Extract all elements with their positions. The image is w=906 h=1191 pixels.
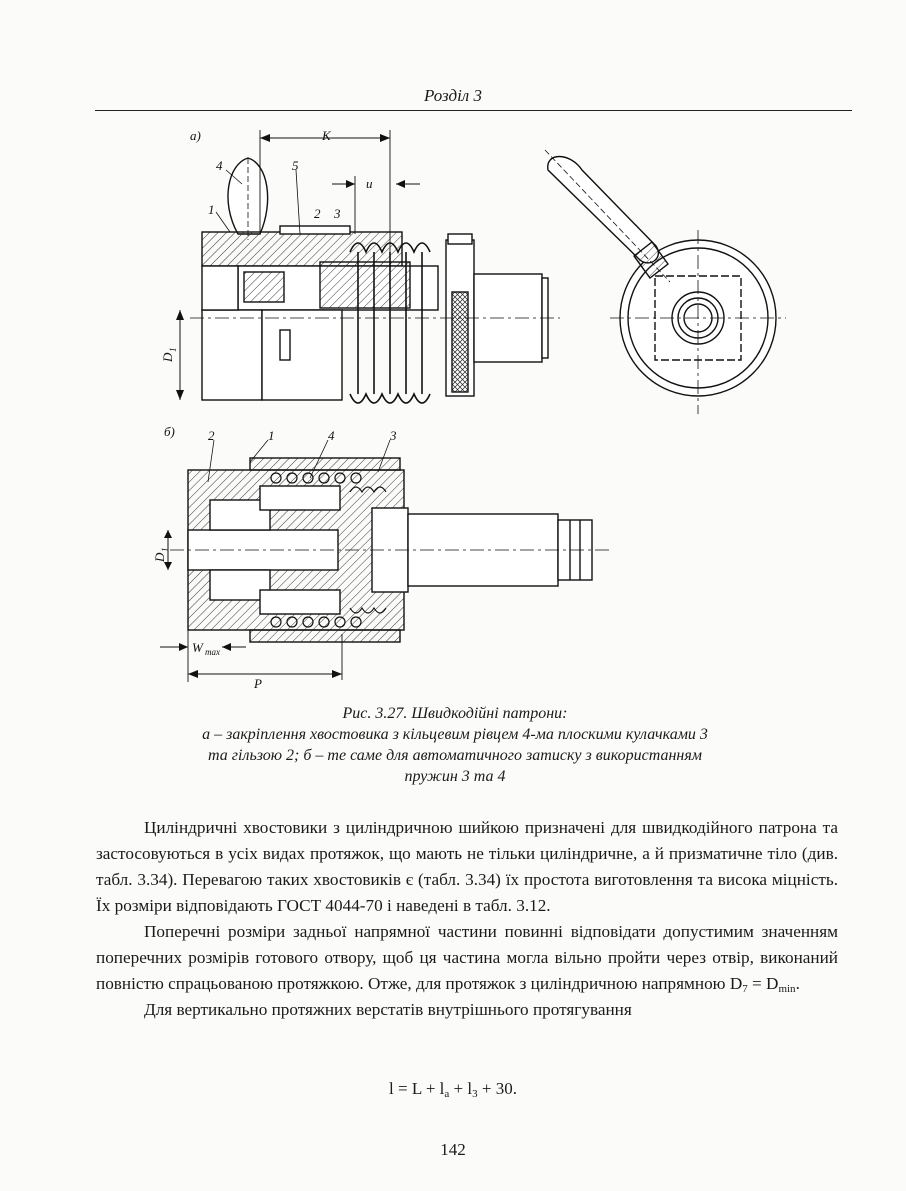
paragraph-2	[96, 919, 838, 997]
label-a-4: 4	[216, 158, 223, 173]
subscript-min: min	[778, 983, 796, 995]
label-dim-d1-b: D	[152, 552, 167, 562]
paragraph-1: Циліндричні хвостовики з циліндричною шийкою призначені для швидкодійного патрона та застосовуються в усіх видах протяжок, що мають не тільки циліндричне, а й призматичне тіло (див. табл. 3.34). Перевагою таких хвостовиків є (табл. 3.34) їх простота виготовлення та висока міцність. Їх розміри відповідають ГОСТ 4044-70 і наведені в табл. 3.12.	[96, 818, 838, 915]
formula-sub-a: a	[444, 1088, 450, 1100]
paragraph-3: Для вертикально протяжних верстатів внутрішнього протягування	[144, 1000, 632, 1019]
handle-lever	[548, 157, 659, 263]
label-view-b: б)	[164, 424, 175, 439]
formula-rhs: + 30.	[477, 1079, 517, 1098]
caption-line-1: а – закріплення хвостовика з кільцевим рівцем 4-ма плоскими кулачками 3	[202, 726, 708, 743]
formula-sub-3: 3	[472, 1088, 478, 1100]
label-dim-d1-a-sub: 1	[168, 347, 178, 352]
caption-line-3: пружин 3 та 4	[404, 768, 506, 785]
view-a-side	[176, 130, 560, 403]
label-a-1: 1	[208, 202, 215, 217]
figure-caption	[130, 703, 780, 787]
label-view-a: а)	[190, 128, 201, 143]
label-b-4: 4	[328, 428, 335, 443]
label-dim-k: K	[322, 128, 331, 143]
caption-line-2: та гільзою 2; б – те саме для автоматичного затиску з використанням	[208, 747, 702, 764]
label-dim-d1-b-sub: 1	[160, 547, 170, 552]
formula	[0, 1079, 906, 1099]
label-dim-p: P	[254, 676, 262, 691]
view-a-front	[545, 150, 786, 414]
label-a-3: 3	[334, 206, 341, 221]
caption-title: Рис. 3.27. Швидкодійні патрони:	[342, 705, 568, 722]
label-a-5: 5	[292, 158, 299, 173]
label-dim-d1-a: D	[160, 352, 175, 362]
label-dim-u: u	[366, 176, 373, 191]
page-number: 142	[440, 1140, 466, 1159]
technical-drawing	[150, 122, 800, 692]
label-b-1: 1	[268, 428, 275, 443]
label-a-2: 2	[314, 206, 321, 221]
running-header: Розділ 3	[424, 86, 482, 105]
paragraph-2-text: Поперечні розміри задньої напрямної частини повинні відповідати допустимим значенням поперечних розмірів готового отвору, щоб ця частина могла вільно пройти через отвір, виконаний повністю спрацьованою протяжкою. Отже, для протяжок з циліндричною напрямною D	[96, 922, 838, 993]
formula-mid: + l	[449, 1079, 473, 1098]
label-b-2: 2	[208, 428, 215, 443]
header-rule	[95, 110, 852, 111]
formula-lhs: l = L + l	[389, 1079, 445, 1098]
paragraph-2-end: .	[795, 974, 800, 993]
paragraph-2-eq: = D	[747, 974, 779, 993]
view-b	[160, 440, 610, 682]
label-dim-wmax: W	[192, 640, 203, 655]
label-b-3: 3	[390, 428, 397, 443]
body-text	[96, 815, 838, 1023]
label-dim-wmax-sub: max	[205, 647, 220, 657]
figure-quick-chucks	[150, 122, 800, 692]
subscript-7: 7	[742, 983, 748, 995]
